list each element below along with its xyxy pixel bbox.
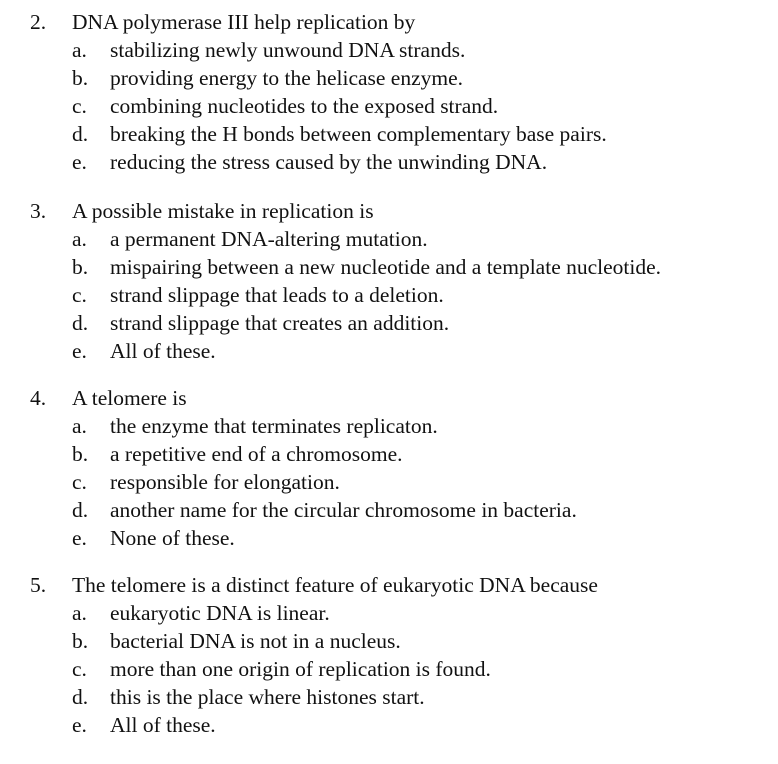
option-text: a repetitive end of a chromosome. xyxy=(110,442,403,466)
option-letter: e. xyxy=(72,713,87,737)
option-letter: c. xyxy=(72,94,87,118)
answer-option-d xyxy=(0,309,778,337)
option-text: breaking the H bonds between complementary base pairs. xyxy=(110,122,607,146)
question-number: 3. xyxy=(30,199,47,223)
option-text: bacterial DNA is not in a nucleus. xyxy=(110,629,401,653)
answer-option-a xyxy=(0,225,778,253)
option-letter: e. xyxy=(72,526,87,550)
answer-option-b xyxy=(0,253,778,281)
option-text: None of these. xyxy=(110,526,235,550)
option-letter: a. xyxy=(72,414,87,438)
answer-option-e xyxy=(0,337,778,365)
question-number: 4. xyxy=(30,386,47,410)
question-4 xyxy=(0,384,778,552)
answer-option-b xyxy=(0,440,778,468)
answer-option-b xyxy=(0,64,778,92)
option-letter: e. xyxy=(72,150,87,174)
option-letter: c. xyxy=(72,657,87,681)
option-text: more than one origin of replication is found. xyxy=(110,657,491,681)
answer-option-d xyxy=(0,120,778,148)
answer-option-c xyxy=(0,281,778,309)
answer-option-c xyxy=(0,655,778,683)
option-text: this is the place where histones start. xyxy=(110,685,425,709)
option-letter: d. xyxy=(72,498,89,522)
answer-option-e xyxy=(0,711,778,739)
option-letter: d. xyxy=(72,122,89,146)
option-text: combining nucleotides to the exposed strand. xyxy=(110,94,499,118)
option-letter: a. xyxy=(72,38,87,62)
option-letter: a. xyxy=(72,601,87,625)
answer-option-d xyxy=(0,683,778,711)
option-letter: d. xyxy=(72,685,89,709)
answer-option-a xyxy=(0,36,778,64)
answer-option-c xyxy=(0,468,778,496)
answer-option-a xyxy=(0,599,778,627)
option-letter: b. xyxy=(72,442,89,466)
question-stem: A possible mistake in replication is xyxy=(72,199,374,223)
question-header xyxy=(0,8,778,36)
answer-option-e xyxy=(0,148,778,176)
option-text: responsible for elongation. xyxy=(110,470,340,494)
question-stem: A telomere is xyxy=(72,386,187,410)
option-letter: c. xyxy=(72,283,87,307)
option-text: stabilizing newly unwound DNA strands. xyxy=(110,38,466,62)
option-text: eukaryotic DNA is linear. xyxy=(110,601,330,625)
answer-option-a xyxy=(0,412,778,440)
option-text: strand slippage that leads to a deletion. xyxy=(110,283,444,307)
option-text: the enzyme that terminates replicaton. xyxy=(110,414,438,438)
question-2 xyxy=(0,8,778,176)
option-text: All of these. xyxy=(110,713,216,737)
option-text: a permanent DNA-altering mutation. xyxy=(110,227,428,251)
option-text: mispairing between a new nucleotide and a template nucleotide. xyxy=(110,255,662,279)
option-text: strand slippage that creates an addition. xyxy=(110,311,450,335)
option-text: reducing the stress caused by the unwinding DNA. xyxy=(110,150,548,174)
question-stem: The telomere is a distinct feature of eukaryotic DNA because xyxy=(72,573,598,597)
question-5 xyxy=(0,571,778,739)
option-letter: d. xyxy=(72,311,89,335)
option-letter: b. xyxy=(72,255,89,279)
question-number: 5. xyxy=(30,573,47,597)
option-letter: b. xyxy=(72,629,89,653)
answer-option-b xyxy=(0,627,778,655)
answer-option-c xyxy=(0,92,778,120)
option-letter: b. xyxy=(72,66,89,90)
question-number: 2. xyxy=(30,10,47,34)
question-header xyxy=(0,571,778,599)
option-text: providing energy to the helicase enzyme. xyxy=(110,66,464,90)
option-text: All of these. xyxy=(110,339,216,363)
question-3 xyxy=(0,197,778,365)
option-letter: a. xyxy=(72,227,87,251)
answer-option-e xyxy=(0,524,778,552)
answer-option-d xyxy=(0,496,778,524)
option-text: another name for the circular chromosome in bacteria. xyxy=(110,498,577,522)
option-letter: c. xyxy=(72,470,87,494)
question-header xyxy=(0,197,778,225)
question-stem: DNA polymerase III help replication by xyxy=(72,10,416,34)
option-letter: e. xyxy=(72,339,87,363)
question-header xyxy=(0,384,778,412)
